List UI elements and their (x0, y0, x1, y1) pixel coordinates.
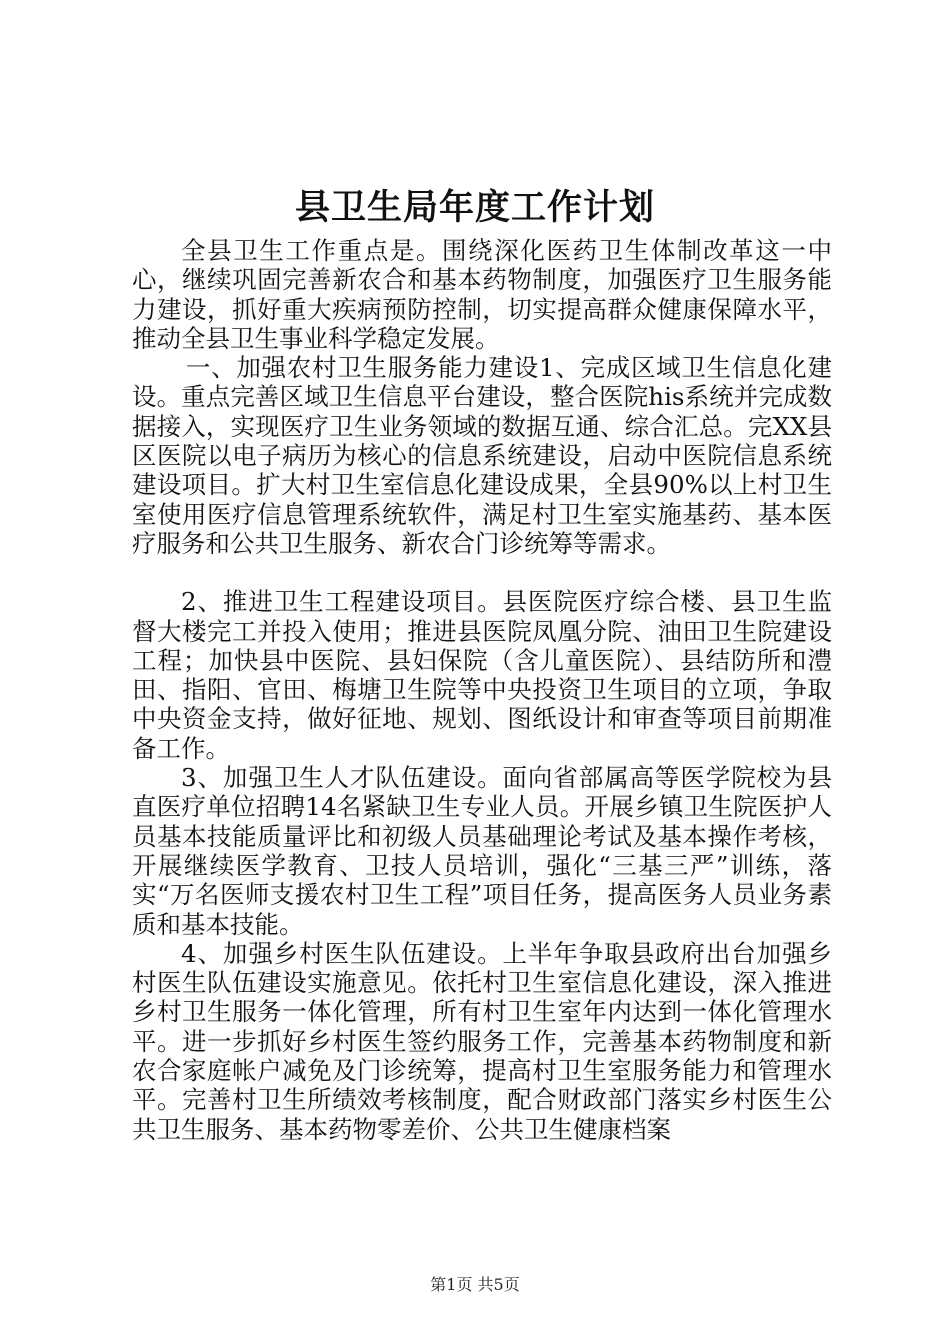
paragraph-intro: 全县卫生工作重点是。围绕深化医药卫生体制改革这一中心，继续巩固完善新农合和基本药物制度，加强医疗卫生服务能力建设，抓好重大疾病预防控制，切实提高群众健康保障水平，推动全县卫生事业科学稳定发展。 (132, 236, 832, 353)
paragraph-spacer (132, 558, 832, 587)
page-number-footer: 第1页 共5页 (430, 1275, 520, 1294)
document-body (132, 236, 832, 1144)
paragraph-section-4: 4、加强乡村医生队伍建设。上半年争取县政府出台加强乡村医生队伍建设实施意见。依托村卫生室信息化建设，深入推进乡村卫生服务一体化管理，所有村卫生室年内达到一体化管理水平。进一步抓好乡村医生签约服务工作，完善基本药物制度和新农合家庭帐户减免及门诊统筹，提高村卫生室服务能力和管理水平。完善村卫生所绩效考核制度，配合财政部门落实乡村医生公共卫生服务、基本药物零差价、公共卫生健康档案 (132, 938, 832, 1144)
document-title: 县卫生局年度工作计划 (294, 187, 655, 228)
paragraph-section-3: 3、加强卫生人才队伍建设。面向省部属高等医学院校为县直医疗单位招聘14名紧缺卫生专业人员。开展乡镇卫生院医护人员基本技能质量评比和初级人员基础理论考试及基本操作考核，开展继续医学教育、卫技人员培训，强化“三基三严”训练，落实“万名医师支援农村卫生工程”项目任务，提高医务人员业务素质和基本技能。 (132, 763, 832, 939)
paragraph-section-1: 一、加强农村卫生服务能力建设1、完成区域卫生信息化建设。重点完善区域卫生信息平台建设，整合医院his系统并完成数据接入，实现医疗卫生业务领域的数据互通、综合汇总。完XX县区医院以电子病历为核心的信息系统建设，启动中医院信息系统建设项目。扩大村卫生室信息化建设成果，全县90%以上村卫生室使用医疗信息管理系统软件，满足村卫生室实施基药、基本医疗服务和公共卫生服务、新农合门诊统筹等需求。 (132, 353, 832, 558)
paragraph-section-2: 2、推进卫生工程建设项目。县医院医疗综合楼、县卫生监督大楼完工并投入使用；推进县医院凤凰分院、油田卫生院建设工程；加快县中医院、县妇保院（含儿童医院）、县结防所和澧田、指阳、官田、梅塘卫生院等中央投资卫生项目的立项，争取中央资金支持，做好征地、规划、图纸设计和审查等项目前期准备工作。 (132, 587, 832, 763)
